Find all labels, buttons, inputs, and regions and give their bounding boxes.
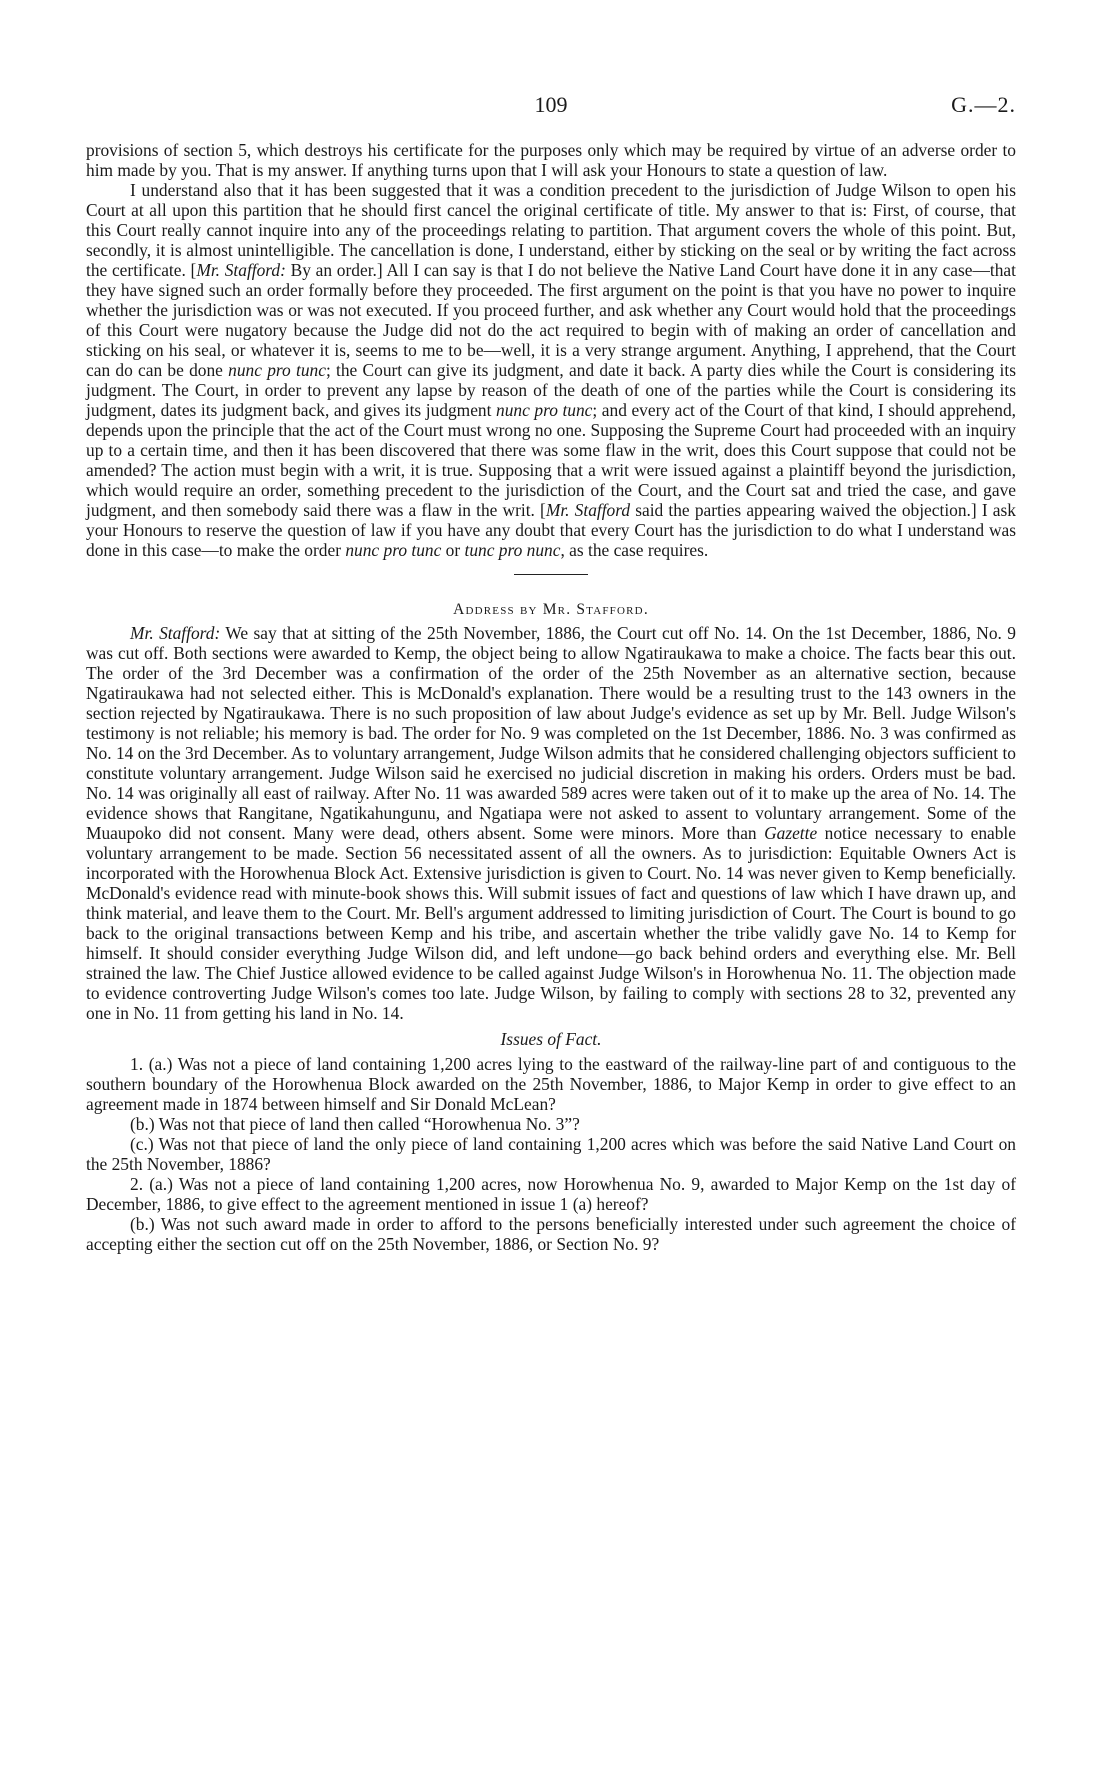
paragraph-continuation: provisions of section 5, which destroys his certificate for the purposes only which may be required by virtue of an adverse order to him made by you. That is my answer. If anything turns upon that I will ask your Honours to state a question of law. (86, 140, 1016, 180)
issue-item: (c.) Was not that piece of land the only piece of land containing 1,200 acres which was before the said Native Land Court on the 25th November, 1886? (86, 1134, 1016, 1174)
speaker-name: Mr. Stafford: (130, 623, 221, 643)
issue-item: 1. (a.) Was not a piece of land containing 1,200 acres lying to the eastward of the railway-line part of and contiguous to the southern boundary of the Horowhenua Block awarded on the 25th November, 1886, to Major Kemp in order to give effect to an agreement made in 1874 between himself and Sir Donald McLean? (86, 1054, 1016, 1114)
speaker-name: Mr. Stafford (545, 500, 631, 520)
issue-item: (b.) Was not that piece of land then called “Horowhenua No. 3”? (130, 1114, 580, 1134)
section-divider (514, 574, 588, 575)
paragraph-address: Mr. Stafford: We say that at sitting of the 25th November, 1886, the Court cut off No. 14. On the 1st December, 1886, No. 9 was cut off. Both sections were awarded to Kemp, the object being to allow Ngatiraukawa to make a choice. The facts bear this out. The order of the 3rd December was a confirmation of the order of the 25th November as an alternative section, because Ngatiraukawa had not selected either. This is McDonald's explanation. There would be a resulting trust to the 143 owners in the section rejected by Ngatiraukawa. There is no such proposition of law about Judge's evidence as set up by Mr. Bell. Judge Wilson's testimony is not reliable; his memory is bad. The order for No. 9 was completed on the 1st December, 1886. No. 3 was confirmed as No. 14 on the 3rd December. As to voluntary arrangement, Judge Wilson admits that he considered challenging objectors sufficient to constitute voluntary arrangement. Judge Wilson said he exercised no judicial discretion in making his orders. Orders must be bad. No. 14 was originally all east of railway. After No. 11 was awarded 589 acres were taken out of it to make up the area of No. 14. The evidence shows that Rangitane, Ngatikahungunu, and Ngatiapa were not asked to assent to voluntary arrangement. Some of the Muaupoko did not consent. Many were dead, others absent. Some were minors. More than Gazette notice necessary to enable voluntary arrangement to be made. Section 56 necessitated assent of all the owners. As to jurisdiction: Equitable Owners Act is incorporated with the Horowhenua Block Act. Extensive jurisdiction is given to Court. No. 14 was never given to Kemp beneficially. McDonald's evidence read with minute-book shows this. Will submit issues of fact and questions of law which I have drawn up, and think material, and leave them to the Court. Mr. Bell's argument addressed to limiting jurisdiction of Court. The Court is bound to go back to the original transactions between Kemp and his tribe, and ascertain whether the tribe validly gave No. 14 to Kemp for himself. It should consider everything Judge Wilson did, and left undone—go back behind orders and everything else. Mr. Bell strained the law. The Chief Justice allowed evidence to be called against Judge Wilson's in Horowhenua No. 11. The objection made to evidence controverting Judge Wilson's comes too late. Judge Wilson, by failing to comply with sections 28 to 32, prevented any one in No. 11 from getting his land in No. 14. (86, 623, 1016, 1023)
latin-phrase: nunc pro tunc (345, 540, 442, 560)
gazette-word: Gazette (764, 823, 818, 843)
speaker-name: Mr. Stafford: (196, 260, 286, 280)
page-header (86, 92, 1016, 122)
issues-heading: Issues of Fact. (500, 1029, 602, 1049)
issue-item: 2. (a.) Was not a piece of land containing 1,200 acres, now Horowhenua No. 9, awarded to Major Kemp on the 1st day of December, 1886, to give effect to the agreement mentioned in issue 1 (a) hereof? (86, 1174, 1016, 1214)
address-heading: Address by Mr. Stafford. (453, 601, 649, 618)
document-code: G.—2. (951, 92, 1016, 117)
paragraph-jurisdiction-argument: I understand also that it has been suggested that it was a condition precedent to the jurisdiction of Judge Wilson to open his Court at all upon this partition that he should first cancel the original certificate of title. My answer to that is: First, of course, that this Court really cannot inquire into any of the proceedings relating to partition. That argument covers the whole of this point. But, secondly, it is almost unintelligible. The cancellation is done, I understand, either by sticking on the seal or by writing the fact across the certificate. [Mr. Stafford: By an order.] All I can say is that I do not believe the Native Land Court have done it in any case—that they have signed such an order formally before they proceeded. The first argument on the point is that you have no power to inquire whether the jurisdiction was or was not executed. If you proceed further, and ask whether any Court would hold that the proceedings of this Court were nugatory because the Judge did not do the act required to begin with of making an order of cancellation and sticking on his seal, or whatever it is, seems to me to be—well, it is a very strange argument. Anything, I apprehend, that the Court can do can be done nunc pro tunc; the Court can give its judgment, and date it back. A party dies while the Court is considering its judgment. The Court, in order to prevent any lapse by reason of the death of one of the parties while the Court is considering its judgment, dates its judgment back, and gives its judgment nunc pro tunc; and every act of the Court of that kind, I should apprehend, depends upon the principle that the act of the Court must wrong no one. Supposing the Supreme Court had proceeded with an inquiry up to a certain time, and then it has been discovered that there was some flaw in the writ, does this Court suppose that could not be amended? The action must begin with a writ, it is true. Supposing that a writ were issued against a plaintiff beyond the jurisdiction, which would require an order, something precedent to the jurisdiction of the Court, and the Court sat and tried the case, and gave judgment, and then somebody said there was a flaw in the writ. [Mr. Stafford said the parties appearing waived the objection.] I ask your Honours to reserve the question of law if you have any doubt that every Court has the jurisdiction to do what I understand was done in this case—to make the order nunc pro tunc or tunc pro nunc, as the case requires. (86, 180, 1016, 560)
page-body (86, 140, 1016, 1254)
issue-item: (b.) Was not such award made in order to afford to the persons beneficially interested under such agreement the choice of accepting either the section cut off on the 25th November, 1886, or Section No. 9? (86, 1214, 1016, 1254)
latin-phrase: tunc pro nunc (464, 540, 561, 560)
page-number: 109 (534, 92, 568, 117)
latin-phrase: nunc pro tunc (496, 400, 593, 420)
latin-phrase: nunc pro tunc (228, 360, 326, 380)
